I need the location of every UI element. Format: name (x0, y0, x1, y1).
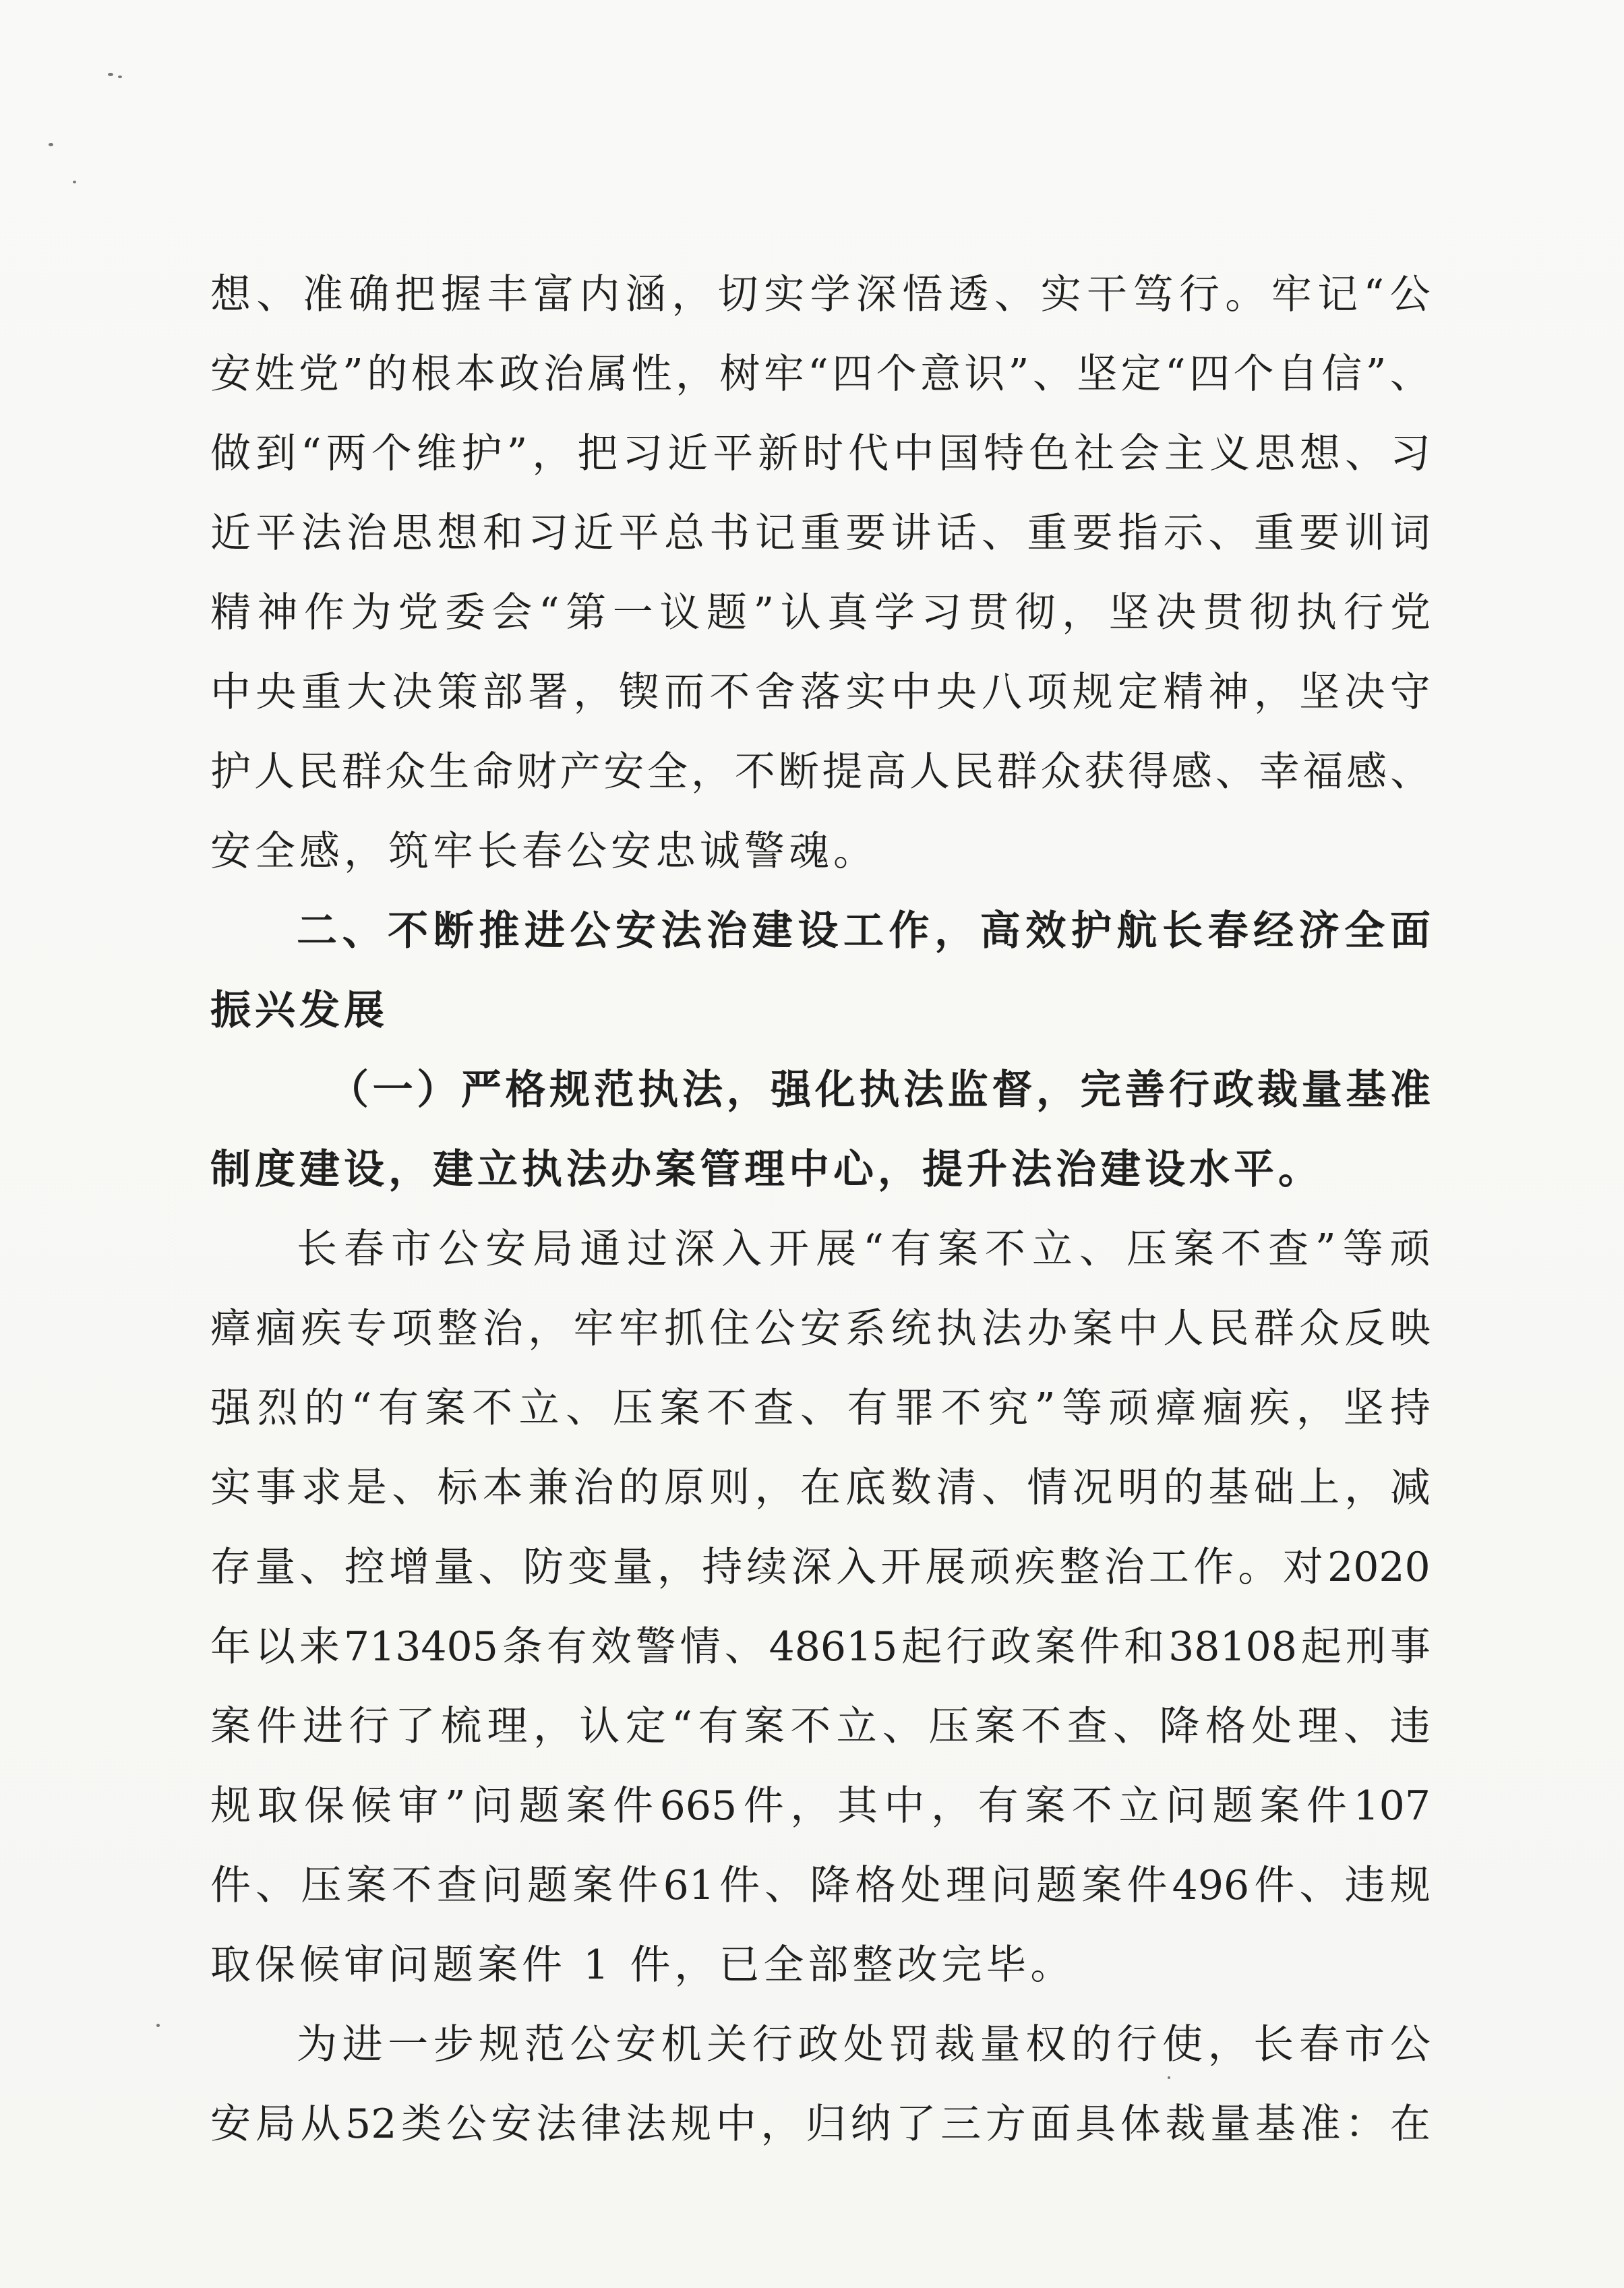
scan-speck (118, 76, 122, 78)
body-line: 强 烈 的 “ 有 案 不 立 、 压 案 不 查 、 有 罪 不 究 ” 等 顽 瘴 痼 疾 ， 坚 持 (210, 1385, 1431, 1432)
scan-speck (73, 181, 76, 183)
subsection-heading: 制度建设，建立执法办案管理中心，提升法治建设水平。 (210, 1146, 1323, 1193)
scan-speck (49, 143, 53, 146)
body-line: 安 姓 党 ” 的 根 本 政 治 属 性 ， 树 牢 “ 四 个 意 识 ” 、 坚 定 “ 四 个 自 信 ” 、 (210, 351, 1431, 398)
body-line: 近 平 法 治 思 想 和 习 近 平 总 书 记 重 要 讲 话 、 重 要 指 示 、 重 要 训 词 (210, 510, 1431, 557)
section-heading: 振兴发展 (210, 987, 388, 1034)
body-line: 安全感，筑牢长春公安忠诚警魂。 (210, 828, 878, 875)
body-line: 想 、 准 确 把 握 丰 富 内 涵 ， 切 实 学 深 悟 透 、 实 干 笃 行 。 牢 记 “ 公 (210, 271, 1431, 318)
subsection-heading: （ 一 ） 严 格 规 范 执 法 ， 强 化 执 法 监 督 ， 完 善 行 政 裁 量 基 准 (328, 1066, 1431, 1114)
body-line: 实 事 求 是 、 标 本 兼 治 的 原 则 ， 在 底 数 清 、 情 况 明 的 基 础 上 ， 减 (210, 1464, 1431, 1511)
body-line: 长 春 市 公 安 局 通 过 深 入 开 展 “ 有 案 不 立 、 压 案 不 查 ” 等 顽 (297, 1226, 1431, 1273)
body-line: 件 、 压 案 不 查 问 题 案 件 61 件 、 降 格 处 理 问 题 案 件 496 件 、 违 规 (210, 1862, 1431, 1909)
scan-speck (156, 2024, 160, 2027)
section-heading: 二 、 不 断 推 进 公 安 法 治 建 设 工 作 ， 高 效 护 航 长 春 经 济 全 面 (297, 907, 1431, 955)
body-line: 规 取 保 候 审 ” 问 题 案 件 665 件 ， 其 中 ， 有 案 不 立 问 题 案 件 107 (210, 1782, 1431, 1830)
body-line: 案 件 进 行 了 梳 理 ， 认 定 “ 有 案 不 立 、 压 案 不 查 、 降 格 处 理 、 违 (210, 1703, 1431, 1750)
body-line: 取保候审问题案件 1 件，已全部整改完毕。 (210, 1941, 1075, 1989)
document-body (210, 255, 1431, 2164)
body-line: 为 进 一 步 规 范 公 安 机 关 行 政 处 罚 裁 量 权 的 行 使 ， 长 春 市 公 (297, 2021, 1431, 2068)
body-line: 做 到 “ 两 个 维 护 ” ， 把 习 近 平 新 时 代 中 国 特 色 社 会 主 义 思 想 、 习 (210, 430, 1431, 477)
body-line: 安 局 从 52 类 公 安 法 律 法 规 中 ， 归 纳 了 三 方 面 具 体 裁 量 基 准 ： 在 (210, 2101, 1431, 2148)
body-line: 精 神 作 为 党 委 会 “ 第 一 议 题 ” 认 真 学 习 贯 彻 ， 坚 决 贯 彻 执 行 党 (210, 589, 1431, 636)
body-line: 护 人 民 群 众 生 命 财 产 安 全 ， 不 断 提 高 人 民 群 众 获 得 感 、 幸 福 感 、 (210, 748, 1431, 795)
body-line: 中 央 重 大 决 策 部 署 ， 锲 而 不 舍 落 实 中 央 八 项 规 定 精 神 ， 坚 决 守 (210, 669, 1431, 716)
scan-speck (108, 73, 113, 76)
body-line: 年 以 来 713405 条 有 效 警 情 、 48615 起 行 政 案 件 和 38108 起 刑 事 (210, 1623, 1431, 1670)
body-line: 存 量 、 控 增 量 、 防 变 量 ， 持 续 深 入 开 展 顽 疾 整 治 工 作 。 对 2020 (210, 1544, 1431, 1591)
body-line: 瘴 痼 疾 专 项 整 治 ， 牢 牢 抓 住 公 安 系 统 执 法 办 案 中 人 民 群 众 反 映 (210, 1305, 1431, 1352)
